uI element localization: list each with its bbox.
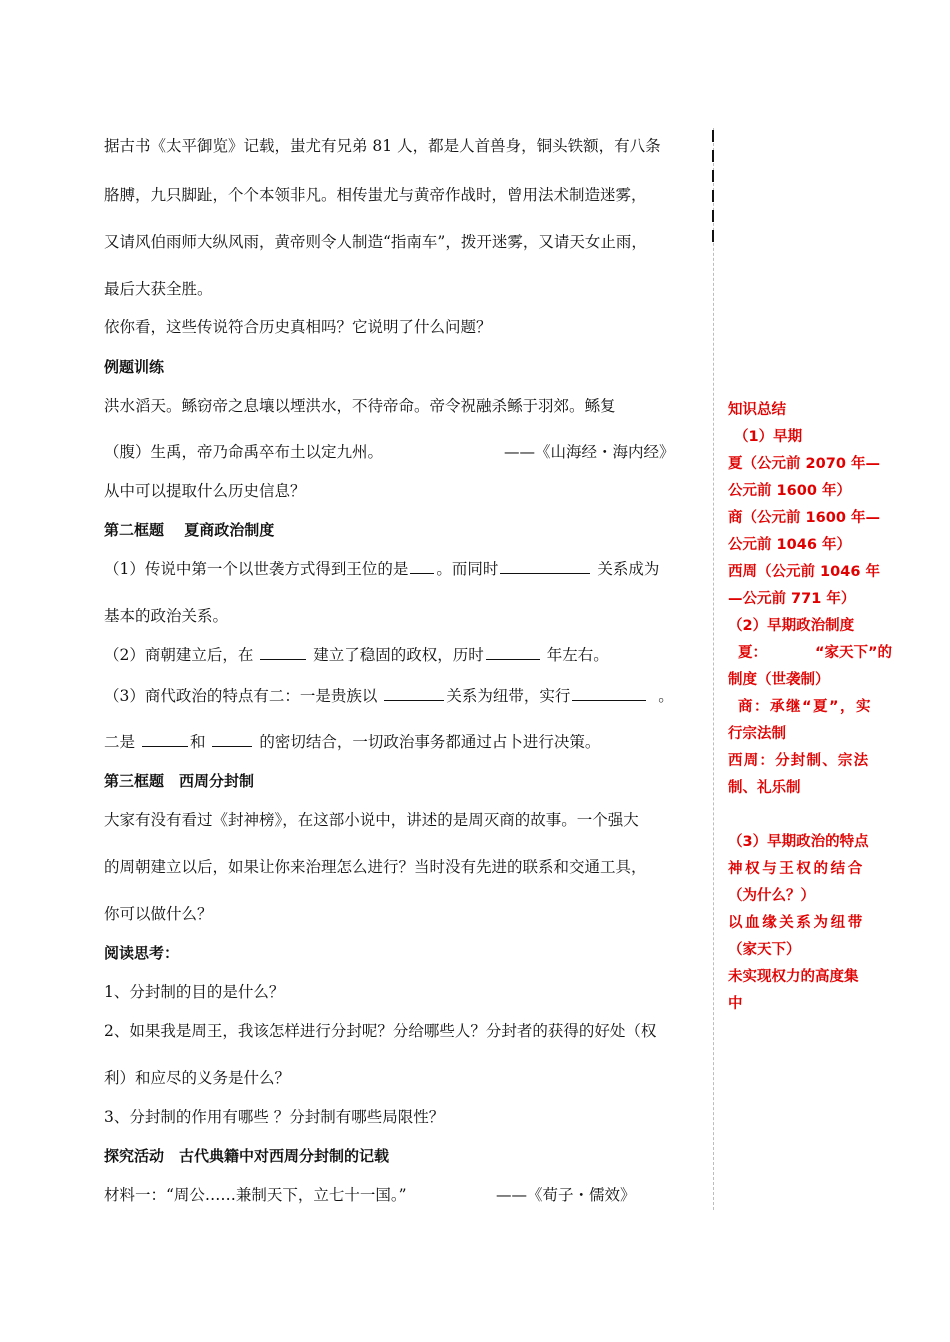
paragraph-line: 大家有没有看过《封神榜》，在这部小说中，讲述的是周灭商的故事。一个强大 [104, 811, 639, 829]
paragraph-line: 最后大获全胜。 [104, 280, 213, 298]
margin-tick [712, 130, 714, 142]
paragraph-line: 洪水滔天。鲧窃帝之息壤以堙洪水，不待帝命。帝令祝融杀鲧于羽郊。鲧复 [104, 397, 616, 415]
answer-blank[interactable] [142, 732, 188, 747]
summary-line: 行宗法制 [728, 726, 786, 742]
summary-line: 西周：分封制、宗法 [728, 753, 870, 769]
fill-blank-line: （1）传说中第一个以世袭方式得到王位的是 。而同时 关系成为 [104, 560, 660, 578]
summary-line: 商（公元前 1600 年— [728, 510, 880, 526]
summary-subheading: （2）早期政治制度 [728, 618, 855, 634]
fill-blank-line: （2）商朝建立后，在 建立了稳固的政权，历时 年左右。 [104, 646, 609, 664]
summary-line: 公元前 1046 年） [728, 537, 851, 553]
margin-divider [713, 128, 714, 1210]
margin-tick [712, 190, 714, 202]
answer-blank[interactable] [572, 686, 646, 701]
question-text: 依你看，这些传说符合历史真相吗？它说明了什么问题？ [104, 318, 492, 336]
fill-blank-line: （3）商代政治的特点有二：一是贵族以 关系为纽带，实行 。 [104, 687, 674, 705]
margin-tick [712, 230, 714, 242]
section-heading: 阅读思考： [104, 944, 180, 962]
summary-line: 未实现权力的高度集 [728, 969, 859, 985]
summary-line: （为什么？） [728, 888, 815, 904]
summary-line: 制、礼乐制 [728, 780, 801, 796]
material-text: 材料一：“周公……兼制天下，立七十一国。” [104, 1186, 407, 1204]
summary-line: 制度（世袭制） [728, 672, 830, 688]
summary-line: 以血缘关系为纽带 [728, 915, 865, 931]
paragraph-line: 胳膊，九只脚趾，个个本领非凡。相传蚩尤与黄帝作战时，曾用法术制造迷雾， [104, 186, 647, 204]
fill-blank-line: 二是 和 的密切结合，一切政治事务都通过占卜进行决策。 [104, 733, 601, 751]
margin-tick [712, 170, 714, 182]
answer-blank[interactable] [384, 686, 444, 701]
section-heading: 例题训练 [104, 358, 165, 376]
source-citation: ——《山海经・海内经》 [504, 443, 675, 461]
paragraph-line: 的周朝建立以后，如果让你来治理怎么进行？当时没有先进的联系和交通工具， [104, 858, 647, 876]
paragraph-line: 据古书《太平御览》记载，蚩尤有兄弟 81 人，都是人首兽身，铜头铁额，有八条 [104, 137, 661, 155]
answer-blank[interactable] [500, 559, 590, 574]
question-text: 利）和应尽的义务是什么？ [104, 1069, 291, 1087]
summary-title: 知识总结 [728, 402, 786, 418]
summary-line: —公元前 771 年） [728, 591, 856, 607]
question-text: 2、如果我是周王，我该怎样进行分封呢？分给哪些人？分封者的获得的好处（权 [104, 1022, 657, 1040]
section-heading: 第二框题 夏商政治制度 [104, 521, 275, 539]
answer-blank[interactable] [260, 645, 306, 660]
margin-tick [712, 210, 714, 222]
summary-line: 夏（公元前 2070 年— [728, 456, 880, 472]
summary-line: 西周（公元前 1046 年 [728, 564, 880, 580]
question-text: 从中可以提取什么历史信息？ [104, 482, 306, 500]
question-text: 1、分封制的目的是什么？ [104, 983, 285, 1001]
question-text: 3、分封制的作用有哪些 ？分封制有哪些局限性？ [104, 1108, 445, 1126]
margin-tick [712, 150, 714, 162]
paragraph-line: 又请风伯雨师大纵风雨，黄帝则令人制造“指南车”，拨开迷雾，又请天女止雨， [104, 233, 647, 251]
summary-line: 夏： “家天下”的 [738, 645, 892, 661]
answer-blank[interactable] [486, 645, 540, 660]
source-citation: ——《荀子・儒效》 [496, 1186, 636, 1204]
paragraph-line: （腹）生禹，帝乃命禹卒布土以定九州。 [104, 443, 384, 461]
summary-line: 公元前 1600 年） [728, 483, 851, 499]
summary-line: 商：承继“夏”，实 [738, 699, 873, 715]
paragraph-line: 基本的政治关系。 [104, 607, 229, 625]
section-heading: 探究活动 古代典籍中对西周分封制的记载 [104, 1147, 390, 1165]
answer-blank[interactable] [212, 732, 252, 747]
summary-subheading: （3）早期政治的特点 [728, 834, 869, 850]
summary-subheading: （1）早期 [734, 429, 803, 445]
summary-line: 神权与王权的结合 [728, 861, 865, 877]
summary-line: （家天下） [728, 942, 801, 958]
section-heading: 第三框题 西周分封制 [104, 772, 255, 790]
summary-line: 中 [728, 996, 743, 1012]
paragraph-line: 你可以做什么？ [104, 905, 213, 923]
answer-blank[interactable] [410, 559, 434, 574]
